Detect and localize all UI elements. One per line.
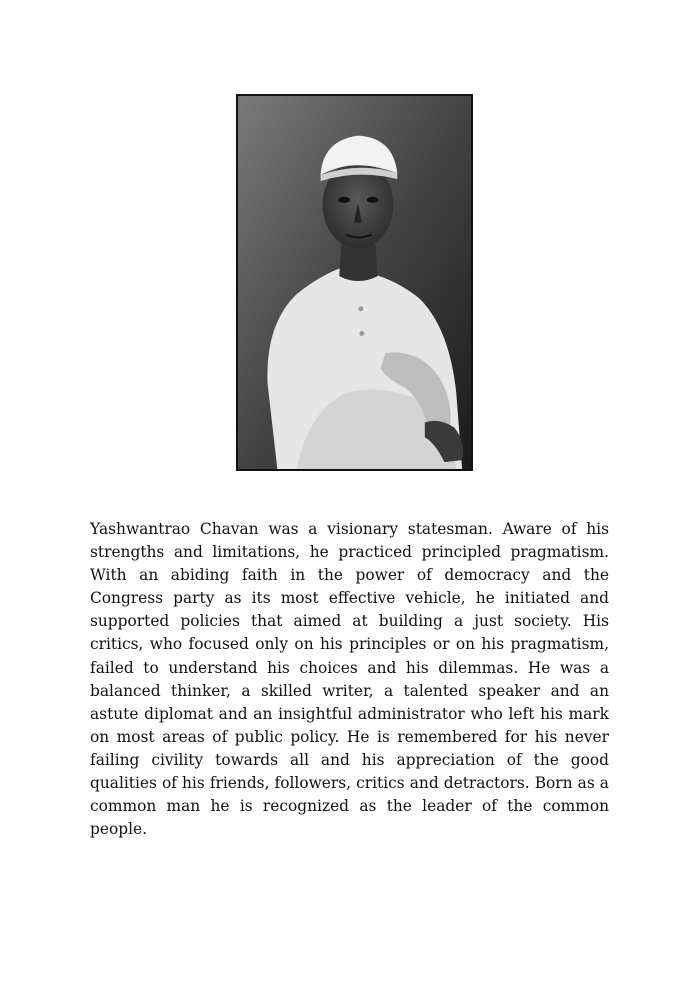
portrait-illustration	[238, 96, 471, 469]
portrait-photo	[236, 94, 473, 471]
biography-paragraph: Yashwantrao Chavan was a visionary statesman. Aware of his strengths and limitations, he practiced principled pragmatism. With an abiding faith in the power of democracy and the Congress party as its most effective vehicle, he initiated and supported policies that aimed at building a just society. His critics, who focused only on his principles or on his pragmatism, failed to understand his choices and his dilemmas. He was a balanced thinker, a skilled writer, a talented speaker and an astute diplomat and an insightful administrator who left his mark on most areas of public policy. He is remembered for his never failing civility towards all and his appreciation of the good qualities of his friends, followers, critics and detractors. Born as a common man he is recognized as the leader of the common people.	[90, 520, 609, 839]
